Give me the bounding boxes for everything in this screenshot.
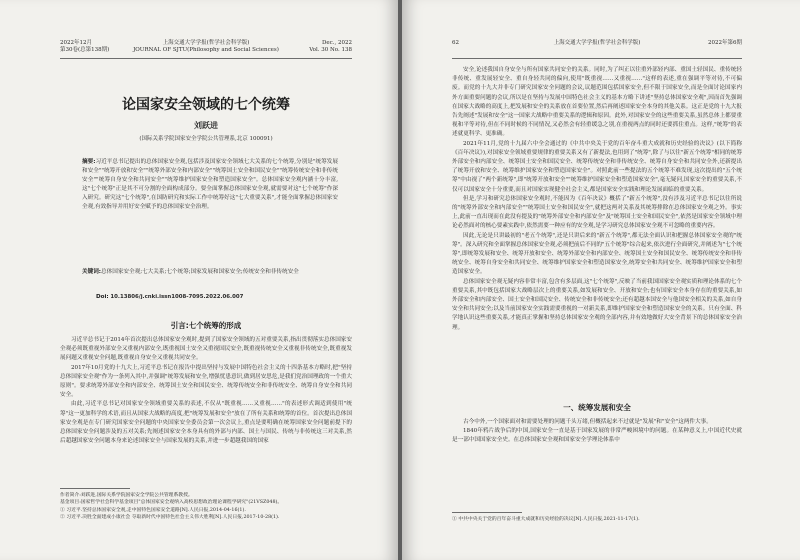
- header-journal-name: 上海交通大学学报(哲学社会科学版): [553, 40, 641, 46]
- body-text: [452, 66, 742, 333]
- paragraph: 2017年10月党的十九大上,习近平总书记在报告中提出坚持与发展中国特色社会主义的十四条基本方略时,把"坚持总体国家安全观"作为一条列入其中,并强调"统筹发展和安全,增强忧患意识,做到居安思危,是我们党治国理政的一个重大原则"。要求统筹外部安全和内部安全、统筹国土安全和国民安全、统筹传统安全和非传统安全、统筹自身安全和共同安全。: [60, 364, 352, 399]
- footnote-rule: [452, 512, 522, 513]
- paragraph: 总体国家安全观无疑内容非常丰富,包含有多层面,这"七个统筹",反映了当前我国国家安全观实质和理论体系的七个重要关系,其中既包括国家大战略层次上的重要关系,如发展和安全、开放和安全;也有国家安全本身存在的重要关系,如外部安全和内部安全、国土安全和国民安全、传统安全和非传统安全;还有超越本国安全与他国安全相关的关系,如自身安全和共同安全;以及当前国家安全实践需要重视的一对新关系,即维护国家安全和塑造国家安全的关系。只有全面、科学地认识这些重要关系,才能真正掌握和坚持总体国家安全观的全部内容,并有效地做好大安全背景下的总体国家安全治理。: [452, 278, 742, 331]
- footnote: 作者简介:刘跃进,国际关系学院国家安全学院公共管理系教授。: [60, 493, 193, 498]
- keywords: [82, 268, 338, 277]
- article-title: 论国家安全领域的七个统筹: [122, 97, 290, 113]
- doi: [96, 294, 338, 300]
- paragraph: 习近平总书记于2014年首次提出总体国家安全观时,提到了国家安全领域的五对重要关系,指出贯彻落实总体国家安全观必须既重视外部安全又重视内部安全,既重视国土安全又重视国民安全,既重视传统安全又重视非传统安全,既重视发展问题又重视安全问题,既重视自身安全又重视共同安全。: [60, 337, 352, 362]
- keywords-label: 关键词:: [82, 269, 102, 275]
- header-volume-en: Vol. 30 No. 138: [309, 46, 352, 53]
- author-affiliation: (国际关系学院国家安全学院公共管理系,北京 100091): [139, 136, 273, 142]
- keywords-text: 总体国家安全观;七大关系;七个统筹;国家发展和国家安全;传统安全和非传统安全: [101, 269, 299, 275]
- doi-value: 10.13806/j.cnki.issn1008-7095.2022.06.007: [110, 294, 244, 300]
- paragraph: 2021年11月,党的十九届六中全会通过的《中共中央关于党的百年奋斗重大成就和历史经验的决议》(以下简称《百年决议》),对国家安全领域重要规律的重要关系又有了新提法,也用到了"统筹",除了与以往"新五个统筹"相同的统筹外部安全和内部安全、统筹国土安全和国民安全、统筹传统安全和非传统安全、统筹自身安全和共同安全外,还新提出了统筹开放和安全、统筹维护国家安全和塑造国家安全"。对照此前一些提法的五个统筹不难发现,这次提出的"五个统筹"中由视了"两个新统筹",即"统筹开放和安全""统筹维护国家安全和塑造国家安全",毫无疑问,国家安全的重要关系,不仅可以国家安全十分重要,而且对国家实现健全社会主义,都是国家安全实践和理论发展面临的重要关系。: [452, 140, 742, 193]
- header-journal-en: JOURNAL OF SJTU(Philosophy and Social Sciences): [133, 46, 279, 53]
- header-journal-cn: 上海交通大学学报(哲学社会科学版): [162, 40, 250, 46]
- footnotes: [452, 516, 742, 523]
- paragraph: 古今中外,一个国家面对和需要处理的问题千头万绪,但概括起来不过就是"发展"和"安全"这两件大事。: [463, 419, 712, 425]
- paragraph: 由此,习近平总书记对国家安全领域重要关系的表述,不仅从"既重视……又重视……"的表述形式调适到使用"统筹"这一更加科学的术语,而且从国家大战略的高度,把"统筹发展和安全"放在了所有关系和统筹的首位。首次提出总体国家安全观是在专门研究国家安全问题的中央国家安全委员会第一次会议上,重点是要明确在统筹国家安全问题前提下的总体国家安全问题涉及的五对关系;先阐述国家安全本身具有的外部与内部、国土与国民、传统与非传统这三对关系,然后超越国家安全问题本身来论述国家安全与国家发展的关系,并进一步超越我国的国家: [60, 401, 352, 445]
- footnote: 基金项目:国家哲学社会科学基金项目"总体国家安全观纳入高校思想政治理论课程学研究"(21VSZ048)。: [60, 500, 283, 506]
- footnote: ① 习近平.坚持总体国家安全观,走中国特色国家安全道路[N].人民日报,2014-04-16(1).: [60, 507, 246, 513]
- paragraph: 1840年鸦片战争后的中国,国家安全一直是基于国家发展的非常严峻困境中的问题。在某种意义上,中国近代史就是一部中国国家安全史。在总体国家安全观和国家安全学理论体系中: [452, 428, 742, 444]
- abstract-text: 习近平总书记提出的总体国家安全观,包括涉及国家安全领域七大关系的七个统筹,分别是"统筹发展和安全""统筹开放和安全""统筹外部安全和内部安全""统筹国土安全和国民安全""统筹传统安全和非传统安全""统筹自身安全和共同安全""统筹维护国家安全和塑造国家安全"。总体国家安全观内涵十分丰富,这"七个统筹"正是其不可分割的全面构成部分。要全面掌握总体国家安全观,就需要对这"七个统筹"作深入研究。研究这"七个统筹",在国防研究和实际工作中统筹好这"七大重要关系",才能全面掌握总体国家安全观,有效指导并用好安全赋予的总体国家安全治理。: [82, 159, 338, 210]
- header-volume: 第30卷(总第138期): [60, 46, 110, 53]
- paragraph: 但是,学习和研究总体国家安全观时,不能因为《百年决议》概括了"新五个统筹",没有涉及习近平总书记以往所说的"统筹外部安全和内部安全""统筹国土安全和国民安全",就把这两对关系及其统筹排除在总体国家安全观之外。事实上,此前一直出现而在此没有提及的"统筹外部安全和内部安全"及"统筹国土安全和国民安全",依然是国家安全领域中理论必然面对的核心要素实践中,依然需要一种应有的安全观,是学习研究总体国家安全观不可忽略的重要内容。: [452, 195, 742, 230]
- running-header: [452, 40, 742, 59]
- header-issue: 2022年第6期: [708, 40, 742, 46]
- paragraph: 安全,论述我国自身安全与所有国家共同安全的关系。同时,为了纠正以往重外部轻内部、重国土轻国民、重传统轻非传统、重发展轻安全、重自身轻共同的偏向,使用"既重视……又重视……"这样的表述,重在强调平等对待,不可偏废。而党的十九大并非专门研究国家安全问题的会议,议题范围包括国家安全,但不限于国家安全,而是全面讨论国家内外方面重要问题的会议,所以是在坚持与发展中国特色社会主义的基本方略下讲述"坚持总体国家安全观",因而首先强调在国家大战略的高度上,把发展和安全的关系放在首要位置,然后再阐述国家安全本身的其他关系。这正是党的十九大报告先阐述"发展和安全"这一国家大战略中重要关系的逻辑和原因。此外,对国家安全的这些重要关系,虽然总体上都要重视和平等对待,但在不同时候的不同情况,又必然会有轻重缓急之别,在重视两点的同时还要抓住重点。这样,"统筹"的表述就更科学、更准确。: [452, 67, 742, 138]
- doi-label: Doi:: [96, 294, 109, 300]
- header-issue-info-en: [309, 40, 352, 53]
- body-text: [60, 336, 352, 446]
- abstract: [82, 158, 338, 212]
- left-page: [0, 0, 398, 560]
- footnote: ① 中共中央关于党的百年奋斗重大成就和历史经验的决议[N].人民日报,2021-11-17(1).: [452, 517, 640, 522]
- section-heading: 引言:七个统筹的形成: [170, 321, 242, 330]
- author-name: 刘跃进: [194, 120, 218, 130]
- running-header: [60, 40, 352, 59]
- page-number: 62: [452, 40, 459, 46]
- abstract-label: 摘要:: [82, 159, 96, 165]
- footnote-rule: [60, 488, 130, 489]
- header-date: 2022年12月: [60, 40, 92, 46]
- footnote: ② 习近平.决胜全面建成小康社会 夺取新时代中国特色社会主义伟大胜利[N].人民日报,2017-10-28(1).: [60, 515, 280, 521]
- header-date-en: Dec., 2022: [322, 40, 352, 46]
- right-page: [402, 0, 800, 560]
- section-heading: 一、统筹发展和安全: [563, 403, 631, 412]
- paragraph: 因此,无论是只讲最初的"老五个统筹",还是只讲后来的"新五个统筹",都无法全面认识和把握总体国家安全观的"统筹"。深入研究和全面掌握总体国家安全观,必须把前后不同的"五个统筹"综合起来,依次进行全面研究,并阐述为"七个统筹",即统筹发展和安全、统筹开放和安全、统筹外部安全和内部安全、统筹国土安全和国民安全、统筹传统安全和非传统安全、统筹自身安全和共同安全、统筹维护国家安全和塑造国家安全,统筹安全和共同安全、统筹维护国家安全和塑造国家安全。: [452, 232, 742, 276]
- body-text-continued: [452, 418, 742, 446]
- footnotes: [60, 492, 352, 522]
